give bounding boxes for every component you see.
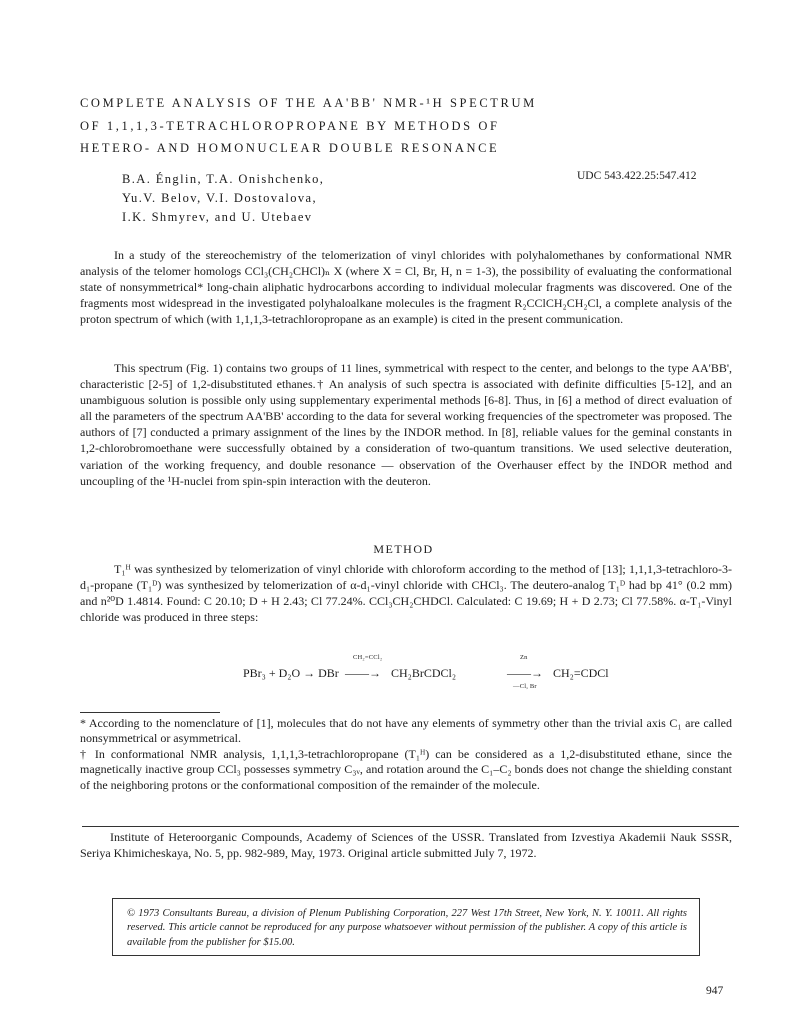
- footnote-dagger: † In conformational NMR analysis, 1,1,1,3-tetrachloropropane (T₁ᴴ) can be considered as a 1,2-disubstituted ethane, since the magnetically inactive group CCl₃ possesses symmetry C₃ᵥ, and rotation around the C₁–C₂ bonds does not change the shielding constant of the neighboring protons or the conformational composition of the remainder of the molecule.: [80, 747, 732, 792]
- scheme-arrow-2: ——→: [507, 666, 543, 680]
- scheme-reactants: PBr₃ + D₂O → DBr: [243, 666, 339, 680]
- footnote-star: * According to the nomenclature of [1], molecules that do not have any elements of symmetry other than the trivial axis C₁ are called nonsymmetrical or asymmetrical.: [80, 716, 732, 746]
- scheme-reagent-2-top: Zn: [520, 654, 528, 661]
- title-line-3: HETERO- AND HOMONUCLEAR DOUBLE RESONANCE: [80, 141, 500, 155]
- section-heading-method: METHOD: [373, 542, 434, 556]
- article-title: [80, 92, 740, 160]
- author-line-3: I.K. Shmyrev, and U. Utebaev: [122, 210, 313, 224]
- title-line-1: COMPLETE ANALYSIS OF THE AA'BB' NMR-¹H SPECTRUM: [80, 96, 537, 110]
- scheme-product: CH₂=CDCl: [553, 666, 609, 680]
- scheme-reagent-1: CH₂=CCl₂: [353, 654, 383, 661]
- institute-divider: [82, 826, 739, 827]
- author-line-1: B.A. Énglin, T.A. Onishchenko,: [122, 172, 325, 186]
- intro-paragraph: This spectrum (Fig. 1) contains two groups of 11 lines, symmetrical with respect to the center, and belongs to the type AA'BB', characteristic [2-5] of 1,2-disubstituted ethanes.† An analysis of such spectra is associated with definite difficulties [5-12], and an unambiguous solution is possible only using supplementary experimental methods [6-8]. Thus, in [6] a method of direct evaluation of all the parameters of the spectrum AA'BB' according to the data for several working frequencies of the spectrometer was proposed. The authors of [7] conducted a primary assignment of the lines by the INDOR method. In [8], reliable values for the geminal constants in 1,2-chlorobromoethane were successfully obtained by a consideration of two-quantum transitions. We used selective deuteration, variation of the working frequency, and double resonance — observation of the Overhauser effect by the INDOR method and uncoupling of the ¹H-nuclei from spin-spin interaction with the deuteron.: [80, 361, 732, 488]
- scheme-intermediate: CH₂BrCDCl₂: [391, 666, 457, 680]
- method-paragraph: T₁ᴴ was synthesized by telomerization of vinyl chloride with chloroform according to the method of [13]; 1,1,1,3-tetrachloro-3-d₁-propane (T₁ᴰ) was synthesized by telomerization of α-d₁-vinyl chloride with CHCl₃. The deutero-analog T₁ᴰ had bp 41° (0.2 mm) and n²⁰D 1.4814. Found: C 20.10; D + H 2.43; Cl 77.24%. CCl₃CH₂CHDCl. Calculated: C 19.69; H + D 2.73; Cl 77.58%. α-T₁-Vinyl chloride was produced in three steps:: [80, 562, 732, 625]
- footnote-divider: [80, 712, 220, 713]
- copyright-box: [112, 898, 700, 956]
- reaction-scheme: [243, 652, 643, 694]
- title-line-2: OF 1,1,1,3-TETRACHLOROPROPANE BY METHODS OF: [80, 118, 500, 133]
- author-list: [122, 170, 324, 227]
- abstract-paragraph: In a study of the stereochemistry of the telomerization of vinyl chlorides with polyhalomethanes by conformational NMR analysis of the telomer homologs CCl₃(CH₂CHCl)ₙ X (where X = Cl, Br, H, n = 1-3), the possibility of evaluating the conformational state of nonsymmetrical* long-chain aliphatic hydrocarbons according to individual molecular fragments was discovered. One of the fragments most widespread in the investigated polyhaloalkane molecules is the fragment R₂CClCH₂CH₂Cl, a complete analysis of the proton spectrum of which (with 1,1,1,3-tetrachloropropane as an example) is cited in the present communication.: [80, 248, 732, 327]
- copyright-text: © 1973 Consultants Bureau, a division of Plenum Publishing Corporation, 227 West 17th Street, New York, N. Y. 10011. All rights reserved. This article cannot be reproduced for any purpose whatsoever without permission of the publisher. A copy of this article is available from the publisher for $15.00.: [127, 908, 687, 948]
- scheme-reagent-2-bottom: —Cl, Br: [513, 683, 537, 690]
- udc-code: UDC 543.422.25:547.412: [577, 170, 697, 182]
- author-line-2: Yu.V. Belov, V.I. Dostovalova,: [122, 191, 318, 205]
- institute-note: Institute of Heteroorganic Compounds, Academy of Sciences of the USSR. Translated from Izvestiya Akademii Nauk SSSR, Seriya Khimicheskaya, No. 5, pp. 982-989, May, 1973. Original article submitted July 7, 1972.: [80, 830, 732, 860]
- page-number: 947: [706, 985, 724, 997]
- scheme-arrow-1: ——→: [345, 666, 381, 680]
